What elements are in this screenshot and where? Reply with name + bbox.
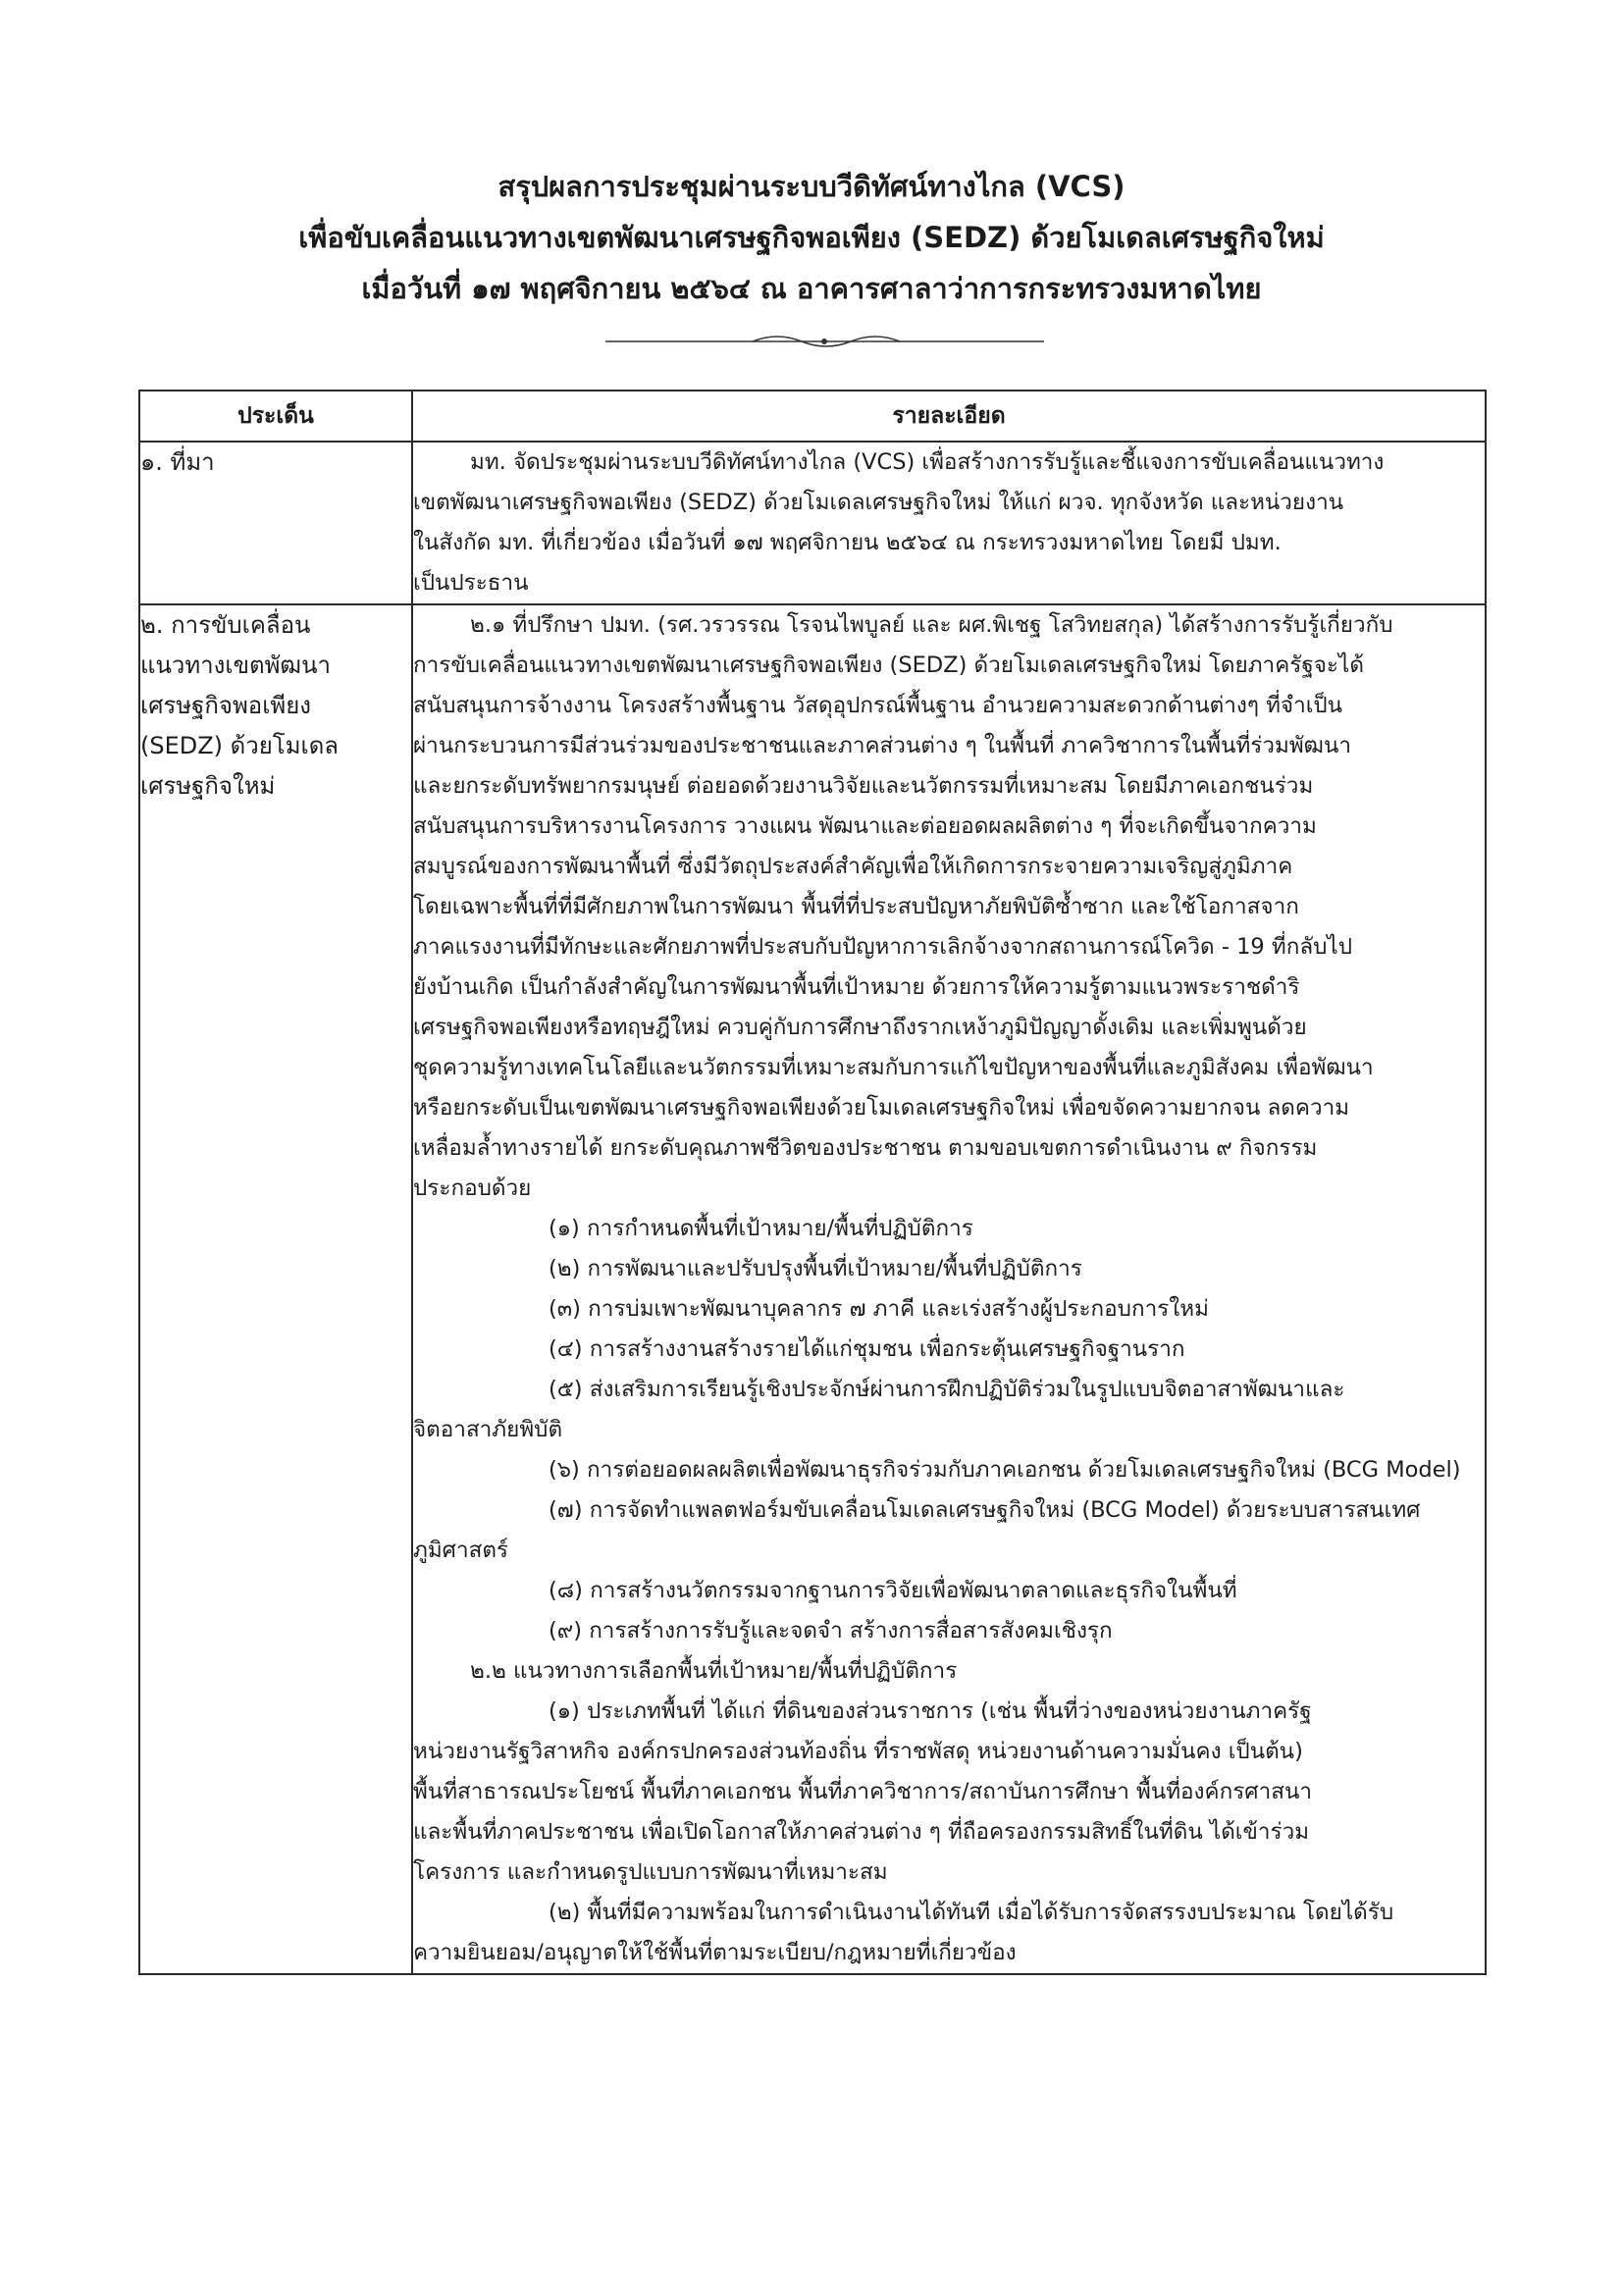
detail-line: สนับสนุนการจ้างงาน โครงสร้างพื้นฐาน วัสดุอุปกรณ์พื้นฐาน อำนวยความสะดวกด้านต่างๆ ที่จำเป็น bbox=[413, 693, 1343, 718]
list-item: (๑) ประเภทพื้นที่ ได้แก่ ที่ดินของส่วนราชการ (เช่น พื้นที่ว่างของหน่วยงานภาครัฐ bbox=[549, 1698, 1312, 1724]
topic-line: แนวทางเขตพัฒนา bbox=[140, 652, 331, 679]
detail-line: ๒.๑ ที่ปรึกษา ปมท. (รศ.วรวรรณ โรจนไพบูลย์ และ ผศ.พิเชฐ โสวิทยสกุล) ได้สร้างการรับรู้เกี่ยวกับ bbox=[470, 612, 1393, 638]
column-header-detail: รายละเอียด bbox=[412, 391, 1486, 442]
detail-line: พื้นที่สาธารณประโยชน์ พื้นที่ภาคเอกชน พื้นที่ภาควิชาการ/สถาบันการศึกษา พื้นที่องค์กรศาสนา bbox=[413, 1779, 1312, 1804]
list-item: (๒) พื้นที่มีความพร้อมในการดำเนินงานได้ทันที เมื่อได้รับการจัดสรรงบประมาณ โดยได้รับ bbox=[549, 1900, 1394, 1925]
list-item: (๕) ส่งเสริมการเรียนรู้เชิงประจักษ์ผ่านการฝึกปฏิบัติร่วมในรูปแบบจิตอาสาพัฒนาและ bbox=[549, 1377, 1345, 1402]
detail-line: ในสังกัด มท. ที่เกี่ยวข้อง เมื่อวันที่ ๑๗ พฤศจิกายน ๒๕๖๔ ณ กระทรวงมหาดไทย โดยมี ปมท. bbox=[413, 530, 1282, 555]
detail-line: หน่วยงานรัฐวิสาหกิจ องค์กรปกครองส่วนท้องถิ่น ที่ราชพัสดุ หน่วยงานด้านความมั่นคง เป็นต้น) bbox=[413, 1739, 1303, 1764]
table-header-row bbox=[139, 391, 1486, 442]
detail-line: ผ่านกระบวนการมีส่วนร่วมของประชาชนและภาคส่วนต่าง ๆ ในพื้นที่ ภาควิชาการในพื้นที่ร่วมพัฒนา bbox=[413, 733, 1352, 758]
detail-line: ชุดความรู้ทางเทคโนโลยีและนวัตกรรมที่เหมาะสมกับการแก้ไขปัญหาของพื้นที่และภูมิสังคม เพื่อพัฒนา bbox=[413, 1055, 1374, 1080]
detail-line: เขตพัฒนาเศรษฐกิจพอเพียง (SEDZ) ด้วยโมเดลเศรษฐกิจใหม่ ให้แก่ ผวจ. ทุกจังหวัด และหน่วยงาน bbox=[413, 490, 1344, 515]
topic-line: (SEDZ) ด้วยโมเดล bbox=[140, 732, 340, 759]
detail-line: โครงการ และกำหนดรูปแบบการพัฒนาที่เหมาะสม bbox=[413, 1859, 888, 1885]
list-item: (๘) การสร้างนวัตกรรมจากฐานการวิจัยเพื่อพัฒนาตลาดและธุรกิจในพื้นที่ bbox=[549, 1578, 1237, 1603]
detail-line: โดยเฉพาะพื้นที่ที่มีศักยภาพในการพัฒนา พื้นที่ที่ประสบปัญหาภัยพิบัติซ้ำซาก และใช้โอกาสจาก bbox=[413, 894, 1299, 919]
table-row bbox=[139, 604, 1486, 1974]
detail-line: ภาคแรงงานที่มีทักษะและศักยภาพที่ประสบกับปัญหาการเลิกจ้างจากสถานการณ์โควิด - 19 ที่กลับไป bbox=[413, 934, 1352, 960]
list-item-continuation: ภูมิศาสตร์ bbox=[413, 1538, 509, 1563]
topic-line: เศรษฐกิจพอเพียง bbox=[140, 692, 312, 719]
list-item: (๓) การบ่มเพาะพัฒนาบุคลากร ๗ ภาคี และเร่งสร้างผู้ประกอบการใหม่ bbox=[549, 1296, 1209, 1322]
detail-line: มท. จัดประชุมผ่านระบบวีดิทัศน์ทางไกล (VCS) เพื่อสร้างการรับรู้และชี้แจงการขับเคลื่อนแนวทาง bbox=[470, 449, 1385, 475]
topic-cell bbox=[139, 442, 412, 604]
title-divider-ornament bbox=[605, 328, 1044, 353]
summary-table bbox=[138, 390, 1487, 1975]
subsection-heading: ๒.๒ แนวทางการเลือกพื้นที่เป้าหมาย/พื้นที่ปฏิบัติการ bbox=[470, 1658, 958, 1684]
column-header-topic: ประเด็น bbox=[139, 391, 412, 442]
detail-line: เศรษฐกิจพอเพียงหรือทฤษฎีใหม่ ควบคู่กับการศึกษาถึงรากเหง้าภูมิปัญญาดั้งเดิม และเพิ่มพูนด้วย bbox=[413, 1015, 1307, 1040]
detail-line: ประกอบด้วย bbox=[413, 1175, 532, 1201]
list-item-continuation: จิตอาสาภัยพิบัติ bbox=[413, 1417, 563, 1442]
topic-line: ๒. การขับเคลื่อน bbox=[140, 611, 311, 639]
table-row bbox=[139, 442, 1486, 604]
detail-line: การขับเคลื่อนแนวทางเขตพัฒนาเศรษฐกิจพอเพียง (SEDZ) ด้วยโมเดลเศรษฐกิจใหม่ โดยภาครัฐจะได้ bbox=[413, 652, 1364, 678]
list-item: (๙) การสร้างการรับรู้และจดจำ สร้างการสื่อสารสังคมเชิงรุก bbox=[549, 1618, 1113, 1644]
detail-cell bbox=[412, 442, 1486, 604]
list-item: (๖) การต่อยอดผลผลิตเพื่อพัฒนาธุรกิจร่วมกับภาคเอกชน ด้วยโมเดลเศรษฐกิจใหม่ (BCG Model) bbox=[549, 1457, 1461, 1483]
detail-line: ความยินยอม/อนุญาตให้ใช้พื้นที่ตามระเบียบ/กฎหมายที่เกี่ยวข้อง bbox=[413, 1940, 1017, 1965]
topic-cell bbox=[139, 604, 412, 1974]
title-line-3: เมื่อวันที่ ๑๗ พฤศจิกายน ๒๕๖๔ ณ อาคารศาลาว่าการกระทรวงมหาดไทย bbox=[361, 272, 1262, 305]
list-item: (๒) การพัฒนาและปรับปรุงพื้นที่เป้าหมาย/พื้นที่ปฏิบัติการ bbox=[549, 1256, 1082, 1281]
list-item: (๑) การกำหนดพื้นที่เป้าหมาย/พื้นที่ปฏิบัติการ bbox=[549, 1216, 973, 1241]
topic-line: ๑. ที่มา bbox=[140, 448, 215, 476]
detail-line: สมบูรณ์ของการพัฒนาพื้นที่ ซึ่งมีวัตถุประสงค์สำคัญเพื่อให้เกิดการกระจายความเจริญสู่ภูมิภาค bbox=[413, 854, 1293, 879]
title-line-2: เพื่อขับเคลื่อนแนวทางเขตพัฒนาเศรษฐกิจพอเพียง (SEDZ) ด้วยโมเดลเศรษฐกิจใหม่ bbox=[298, 221, 1325, 254]
detail-line: หรือยกระดับเป็นเขตพัฒนาเศรษฐกิจพอเพียงด้วยโมเดลเศรษฐกิจใหม่ เพื่อขจัดความยากจน ลดความ bbox=[413, 1095, 1350, 1121]
detail-line: สนับสนุนการบริหารงานโครงการ วางแผน พัฒนาและต่อยอดผลผลิตต่าง ๆ ที่จะเกิดขึ้นจากความ bbox=[413, 813, 1317, 839]
detail-line: และยกระดับทรัพยากรมนุษย์ ต่อยอดด้วยงานวิจัยและนวัตกรรมที่เหมาะสม โดยมีภาคเอกชนร่วม bbox=[413, 773, 1314, 799]
detail-line: ยังบ้านเกิด เป็นกำลังสำคัญในการพัฒนาพื้นที่เป้าหมาย ด้วยการให้ความรู้ตามแนวพระราชดำริ bbox=[413, 974, 1300, 1000]
detail-line: เหลื่อมล้ำทางรายได้ ยกระดับคุณภาพชีวิตของประชาชน ตามขอบเขตการดำเนินงาน ๙ กิจกรรม bbox=[413, 1135, 1318, 1161]
detail-line: เป็นประธาน bbox=[413, 570, 529, 596]
document-title bbox=[0, 161, 1623, 314]
list-item: (๔) การสร้างงานสร้างรายได้แก่ชุมชน เพื่อกระตุ้นเศรษฐกิจฐานราก bbox=[549, 1336, 1185, 1362]
detail-line: และพื้นที่ภาคประชาชน เพื่อเปิดโอกาสให้ภาคส่วนต่าง ๆ ที่ถือครองกรรมสิทธิ์ในที่ดิน ได้เข้าร่วม bbox=[413, 1819, 1310, 1845]
list-item: (๗) การจัดทำแพลตฟอร์มขับเคลื่อนโมเดลเศรษฐกิจใหม่ (BCG Model) ด้วยระบบสารสนเทศ bbox=[549, 1497, 1421, 1523]
topic-line: เศรษฐกิจใหม่ bbox=[140, 772, 276, 800]
title-line-1: สรุปผลการประชุมผ่านระบบวีดิทัศน์ทางไกล (VCS) bbox=[497, 170, 1126, 203]
detail-cell bbox=[412, 604, 1486, 1974]
